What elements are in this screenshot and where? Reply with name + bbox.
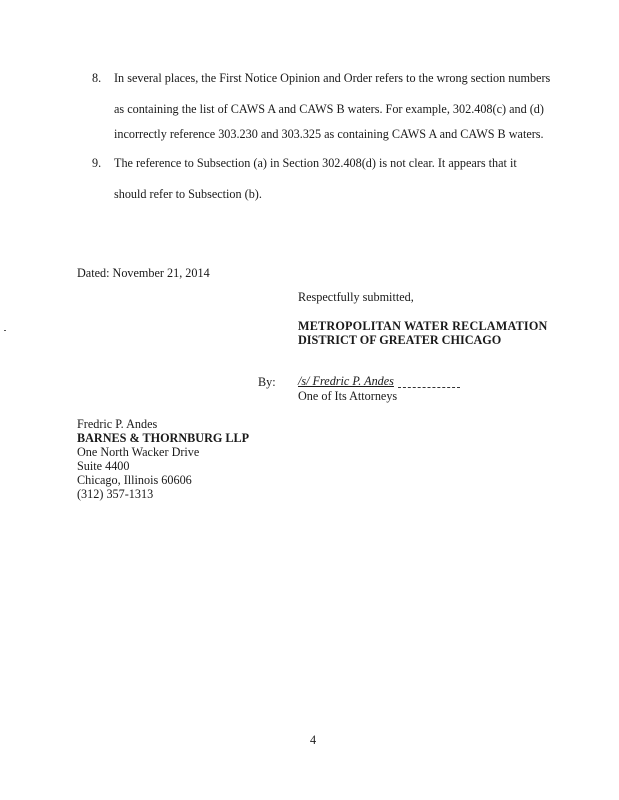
list-item-9-line-2: should refer to Subsection (b). xyxy=(114,187,262,201)
by-label: By: xyxy=(258,375,276,389)
dated-line: Dated: November 21, 2014 xyxy=(77,266,210,280)
signer-role: One of Its Attorneys xyxy=(298,389,398,403)
phone-number: (312) 357-1313 xyxy=(77,487,154,501)
address-line-3: Chicago, Illinois 60606 xyxy=(77,473,192,487)
law-firm-name: BARNES & THORNBURG LLP xyxy=(77,431,250,445)
list-item-9-number: 9. xyxy=(92,156,102,170)
closing-text: Respectfully submitted, xyxy=(298,290,414,304)
counsel-name: Fredric P. Andes xyxy=(77,417,158,431)
address-line-1: One North Wacker Drive xyxy=(77,445,200,459)
address-line-2: Suite 4400 xyxy=(77,459,130,473)
list-item-9-line-1: The reference to Subsection (a) in Section 302.408(d) is not clear. It appears that it xyxy=(114,156,517,170)
electronic-signature: /s/ Fredric P. Andes xyxy=(298,374,394,388)
client-name-line-2: DISTRICT OF GREATER CHICAGO xyxy=(298,333,502,347)
list-item-8-line-1: In several places, the First Notice Opinion and Order refers to the wrong section numbers xyxy=(114,71,551,85)
list-item-8-line-2: as containing the list of CAWS A and CAWS B waters. For example, 302.408(c) and (d) xyxy=(114,102,544,116)
signature-line xyxy=(398,387,460,388)
list-item-8-line-3: incorrectly reference 303.230 and 303.325 as containing CAWS A and CAWS B waters. xyxy=(114,127,544,141)
client-name-line-1: METROPOLITAN WATER RECLAMATION xyxy=(298,319,548,333)
page-number: 4 xyxy=(310,733,317,747)
list-item-8-number: 8. xyxy=(92,71,102,85)
scan-mark xyxy=(4,330,6,331)
